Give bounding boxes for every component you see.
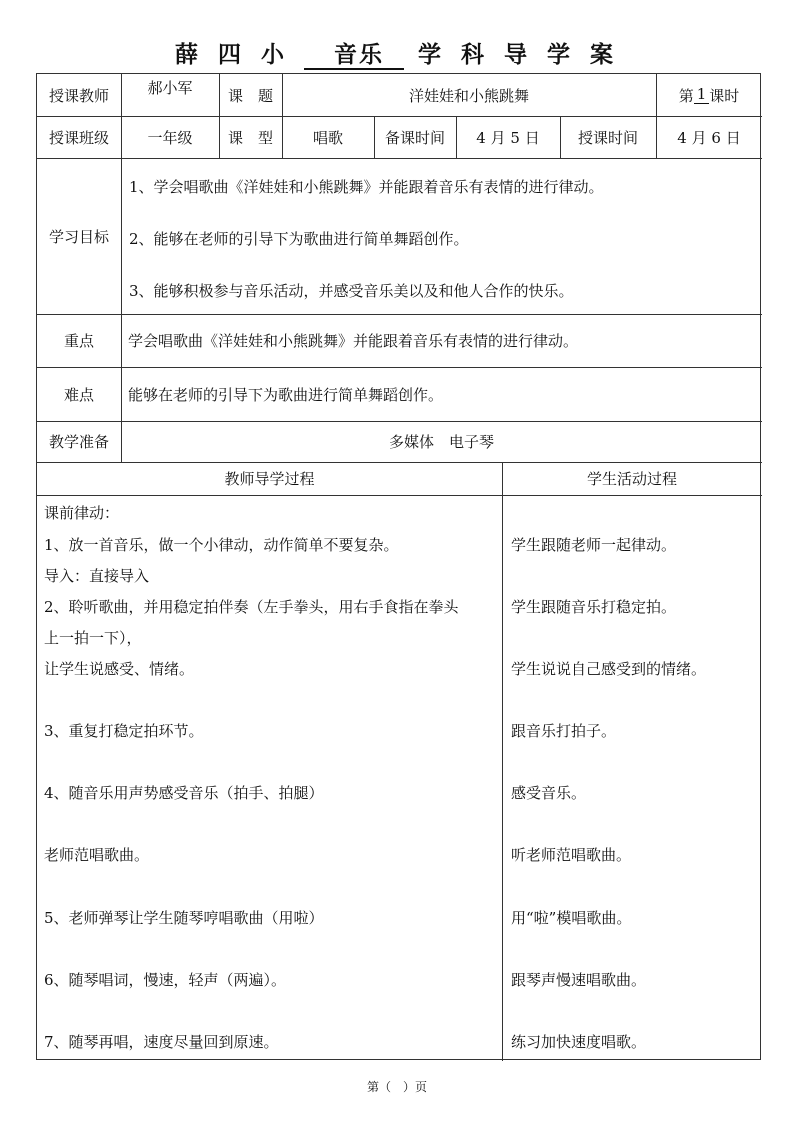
type-value: 唱歌 (312, 128, 343, 147)
subject-name: 音乐 (304, 42, 404, 70)
topic-label: 课 题 (227, 86, 273, 105)
student-activity: 用“啦”模唱歌曲。 (511, 909, 632, 927)
teacher-step: 2、聆听歌曲，并用稳定拍伴奏（左手拳头，用右手食指在拳头 (44, 598, 459, 616)
prep-time-label: 备课时间 (384, 128, 445, 147)
goal-item: 2、能够在老师的引导下为歌曲进行简单舞蹈创作。 (129, 230, 469, 248)
teacher-value: 郝小军 (147, 78, 193, 97)
student-activity: 学生说说自己感受到的情绪。 (511, 660, 707, 678)
teacher-step: 4、随音乐用声势感受音乐（拍手、拍腿） (44, 784, 324, 802)
type-label: 课 型 (227, 128, 273, 147)
teacher-step: 3、重复打稳定拍环节。 (44, 722, 204, 740)
student-activity: 学生跟随音乐打稳定拍。 (511, 598, 677, 616)
lesson-suffix: 课时 (709, 86, 740, 105)
preparation-label: 教学准备 (48, 433, 109, 451)
doc-type: 学 科 导 学 案 (418, 41, 620, 68)
lesson-prefix: 第 (678, 86, 694, 105)
teacher-step: 5、老师弹琴让学生随琴哼唱歌曲（用啦） (44, 909, 324, 927)
teacher-step: 导入：直接导入 (44, 567, 150, 585)
teacher-step: 上一拍一下）， (44, 629, 142, 647)
teacher-step: 老师范唱歌曲。 (44, 846, 150, 864)
teacher-step: 6、随琴唱词，慢速，轻声（两遍）。 (44, 971, 287, 989)
preparation-text: 多媒体 电子琴 (388, 433, 494, 451)
class-value: 一年级 (147, 128, 193, 147)
difficulty-text: 能够在老师的引导下为歌曲进行简单舞蹈创作。 (128, 385, 444, 404)
teacher-step: 7、随琴再唱，速度尽量回到原速。 (44, 1033, 279, 1051)
student-activity: 学生跟随老师一起律动。 (511, 536, 677, 554)
student-activity: 练习加快速度唱歌。 (511, 1033, 647, 1051)
lesson-plan-table (36, 73, 761, 1060)
student-activity: 跟音乐打拍子。 (511, 722, 617, 740)
teach-time-label: 授课时间 (577, 128, 638, 147)
class-label: 授课班级 (48, 128, 109, 147)
topic-value: 洋娃娃和小熊跳舞 (408, 86, 529, 105)
page-number: 第（ ）页 (366, 1080, 427, 1094)
goal-item: 3、能够积极参与音乐活动，并感受音乐美以及和他人合作的快乐。 (129, 282, 574, 300)
goal-item: 1、学会唱歌曲《洋娃娃和小熊跳舞》并能跟着音乐有表情的进行律动。 (129, 178, 604, 196)
teacher-step: 让学生说感受、情绪。 (44, 660, 195, 678)
key-point-text: 学会唱歌曲《洋娃娃和小熊跳舞》并能跟着音乐有表情的进行律动。 (128, 332, 579, 350)
lesson-number: 1 (694, 86, 710, 104)
student-activity: 跟琴声慢速唱歌曲。 (511, 971, 647, 989)
student-activity: 听老师范唱歌曲。 (511, 846, 632, 864)
teacher-step: 课前律动： (44, 504, 120, 522)
student-process-header: 学生活动过程 (586, 470, 677, 488)
teacher-label: 授课教师 (48, 86, 109, 105)
goals-label: 学习目标 (48, 227, 109, 246)
student-activity: 感受音乐。 (511, 784, 587, 802)
difficulty-label: 难点 (63, 385, 94, 404)
document-title (0, 36, 794, 70)
lesson-count (656, 74, 762, 116)
teacher-process-header: 教师导学过程 (224, 470, 315, 488)
school-name: 薛 四 小 (174, 41, 290, 68)
teach-time-value: 4 月 6 日 (677, 128, 741, 147)
teacher-step: 1、放一首音乐，做一个小律动，动作简单不要复杂。 (44, 536, 399, 554)
prep-time-value: 4 月 5 日 (476, 128, 540, 147)
key-point-label: 重点 (63, 332, 94, 350)
